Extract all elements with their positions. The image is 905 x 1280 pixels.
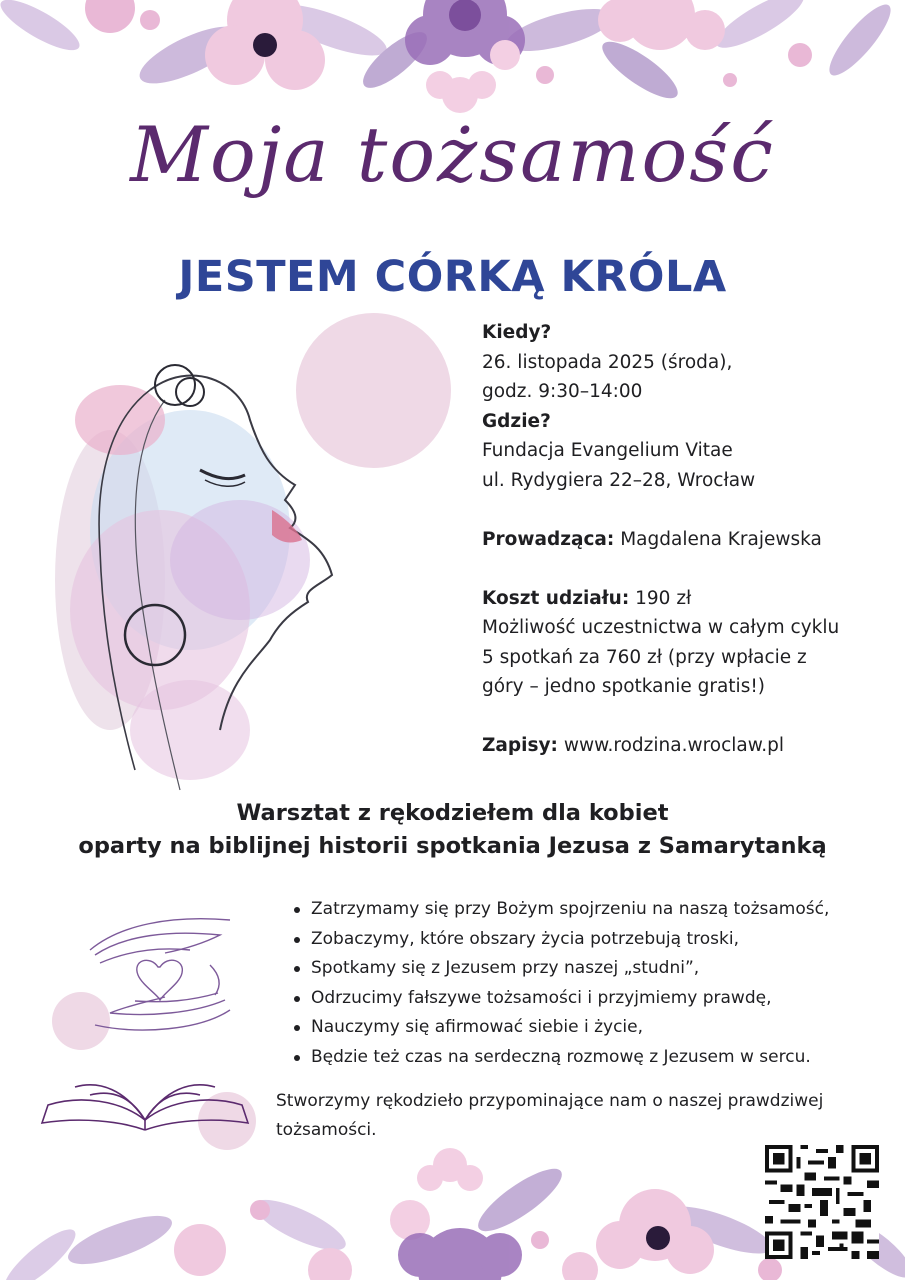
qr-code-icon[interactable] [765, 1145, 879, 1259]
hands-heart-icon [80, 905, 240, 1040]
woman-portrait-icon [40, 350, 350, 810]
when-label: Kiedy? [482, 322, 552, 343]
event-date: 26. listopada 2025 (środa), [482, 351, 733, 373]
workshop-line-2: oparty na biblijnej historii spotkania Jezusa z Samarytanką [78, 833, 827, 859]
list-item: Zatrzymamy się przy Bożym spojrzeniu na naszą tożsamość, [292, 895, 892, 925]
event-address: ul. Rydygiera 22–28, Wrocław [482, 469, 756, 491]
cost-line [482, 584, 882, 614]
closing-line-2: tożsamości. [276, 1120, 377, 1140]
list-item: Odrzucimy fałszywe tożsamości i przyjmiemy prawdę, [292, 984, 892, 1014]
closing-line-1: Stworzymy rękodzieło przypominające nam o naszej prawdziwej [276, 1091, 824, 1111]
host-line [482, 525, 882, 555]
event-time: godz. 9:30–14:00 [482, 381, 643, 402]
workshop-line-1: Warsztat z rękodziełem dla kobiet [236, 800, 669, 826]
host-name: Magdalena Krajewska [620, 528, 822, 550]
list-item: Nauczymy się afirmować siebie i życie, [292, 1013, 892, 1043]
signup-label: Zapisy: [482, 735, 558, 756]
host-label: Prowadząca: [482, 528, 615, 550]
signup-line [482, 731, 882, 761]
signup-url[interactable]: www.rodzina.wroclaw.pl [563, 735, 784, 756]
list-item: Zobaczymy, które obszary życia potrzebują troski, [292, 925, 892, 955]
open-book-icon [40, 1065, 250, 1135]
event-info [482, 318, 882, 761]
workshop-heading [0, 797, 905, 863]
event-venue: Fundacja Evangelium Vitae [482, 440, 733, 461]
cost-note-1: Możliwość uczestnictwa w całym cyklu [482, 617, 840, 638]
where-label: Gdzie? [482, 410, 551, 432]
list-item: Spotkamy się z Jezusem przy naszej „studni”, [292, 954, 892, 984]
cost-note-3: góry – jedno spotkanie gratis!) [482, 676, 765, 697]
script-title: Moja tożsamość [130, 110, 775, 199]
cost-label: Koszt udziału: [482, 587, 630, 609]
cost-value: 190 zł [635, 587, 692, 609]
main-title: JESTEM CÓRKĄ KRÓLA [178, 252, 727, 302]
list-item: Będzie też czas na serdeczną rozmowę z Jezusem w sercu. [292, 1043, 892, 1073]
workshop-bullets [292, 895, 892, 1072]
cost-note-2: 5 spotkań za 760 zł (przy wpłacie z [482, 646, 807, 668]
